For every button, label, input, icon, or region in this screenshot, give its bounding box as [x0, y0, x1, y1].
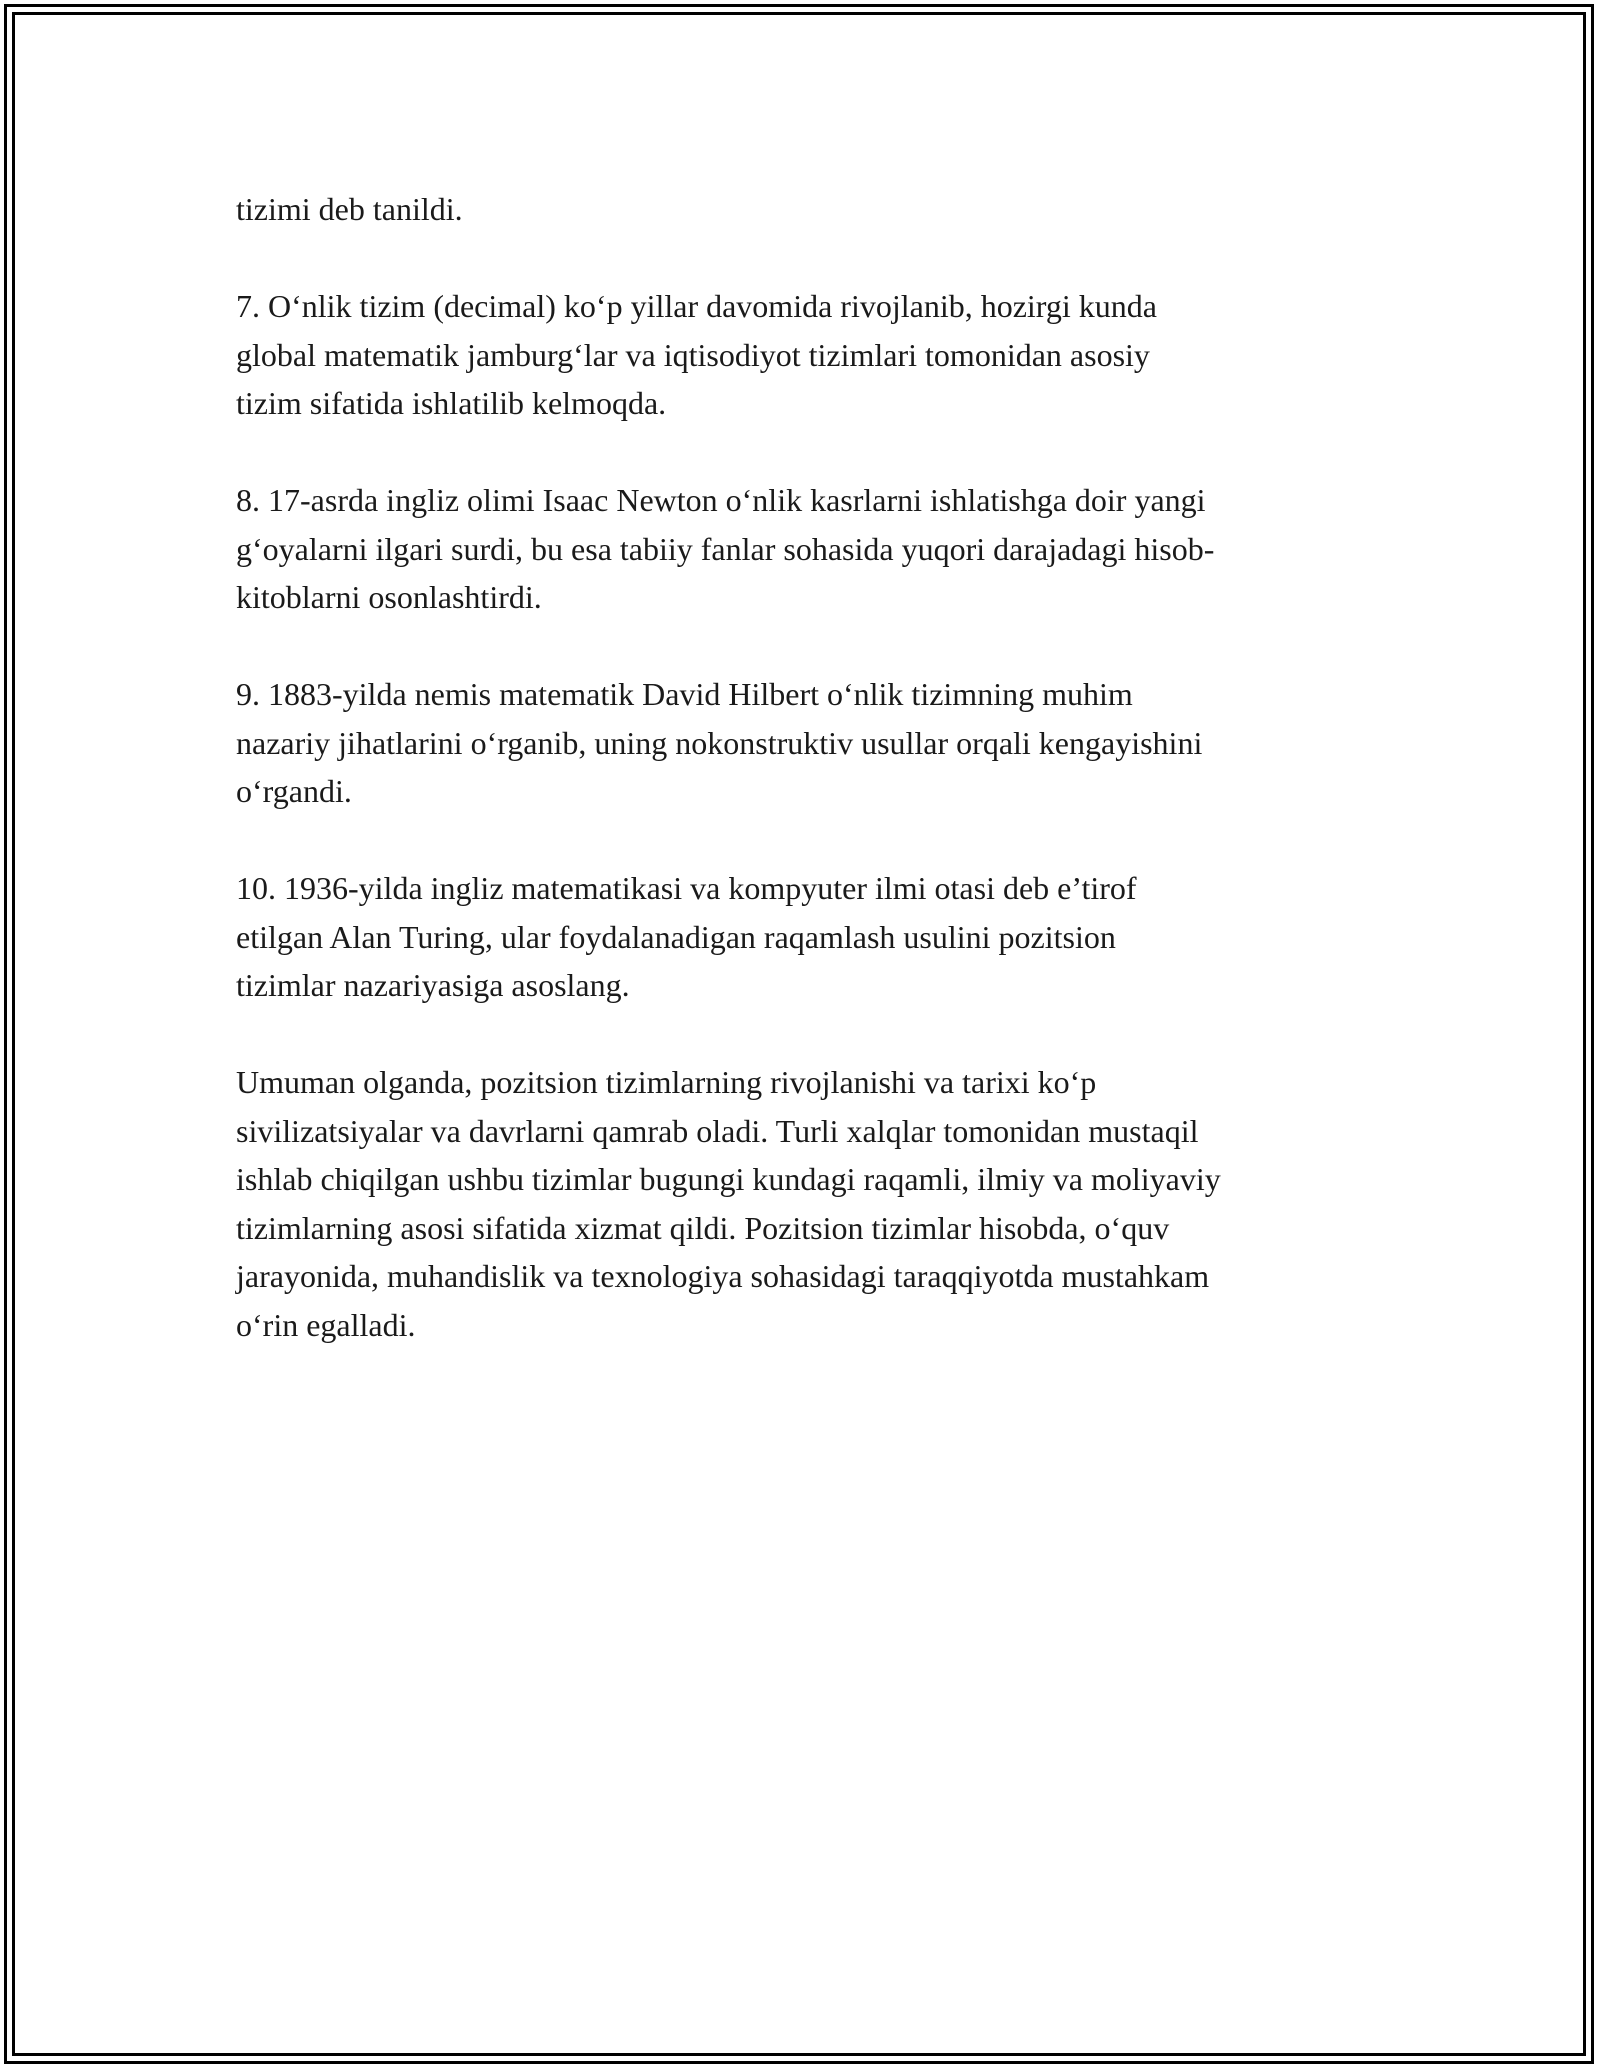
paragraph-item-10: 10. 1936-yilda ingliz matematikasi va kompyuter ilmi otasi deb e’tirof etilgan Alan Turing, ular foydalanadigan raqamlash usulini pozitsion tizimlar nazariyasiga asoslang.	[236, 870, 1137, 1003]
paragraph-continuation: tizimi deb tanildi.	[236, 191, 463, 227]
paragraph-item-9: 9. 1883-yilda nemis matematik David Hilbert o‘nlik tizimning muhim nazariy jihatlarini o‘rganib, uning nokonstruktiv usullar orqali kengayishini o‘rgandi.	[236, 676, 1203, 809]
paragraph-item-7: 7. O‘nlik tizim (decimal) ko‘p yillar davomida rivojlanib, hozirgi kunda global matematik jamburg‘lar va iqtisodiyot tizimlari tomonidan asosiy tizim sifatida ishlatilib kelmoqda.	[236, 288, 1157, 421]
document-body	[236, 185, 1376, 1398]
paragraph-conclusion: Umuman olganda, pozitsion tizimlarning rivojlanishi va tarixi ko‘p sivilizatsiyalar va davrlarni qamrab oladi. Turli xalqlar tomonidan mustaqil ishlab chiqilgan ushbu tizimlar bugungi kundagi raqamli, ilmiy va moliyaviy tizimlarning asosi sifatida xizmat qildi. Pozitsion tizimlar hisobda, o‘quv jarayonida, muhandislik va texnologiya sohasidagi taraqqiyotda mustahkam o‘rin egalladi.	[236, 1064, 1221, 1343]
paragraph-item-8: 8. 17-asrda ingliz olimi Isaac Newton o‘nlik kasrlarni ishlatishga doir yangi g‘oyalarni ilgari surdi, bu esa tabiiy fanlar sohasida yuqori darajadagi hisob- kitoblarni osonlashtirdi.	[236, 482, 1215, 615]
